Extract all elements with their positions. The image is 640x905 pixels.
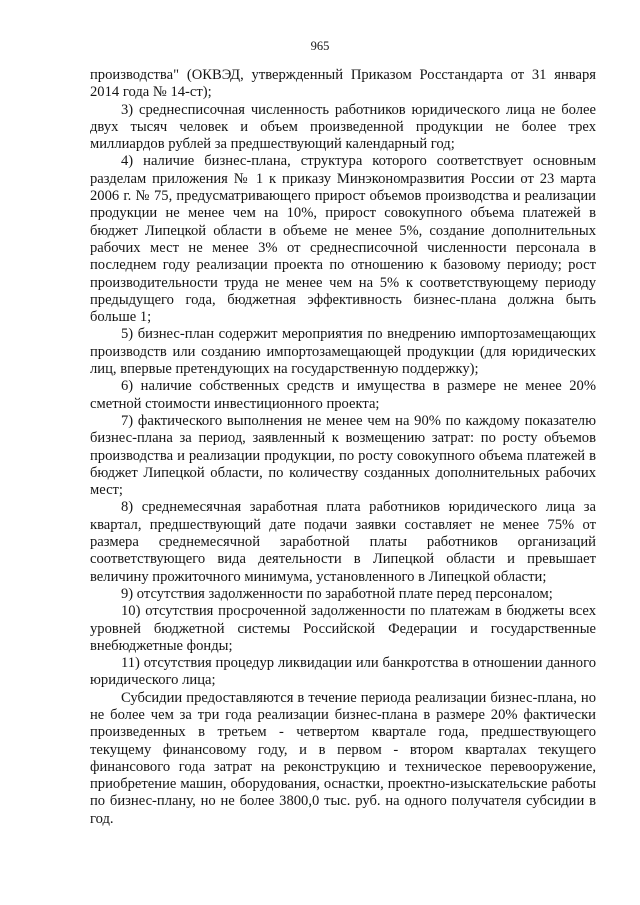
paragraph-item-5: 5) бизнес-план содержит мероприятия по внедрению импортозамещающих производств или созданию импортозамещающей продукции (для юридических лиц, впервые претендующих на государственную поддержку); xyxy=(90,326,596,378)
paragraph-item-11: 11) отсутствия процедур ликвидации или банкротства в отношении данного юридического лица; xyxy=(90,655,596,689)
paragraph-item-6: 6) наличие собственных средств и имущества в размере не менее 20% сметной стоимости инвестиционного проекта; xyxy=(90,378,596,412)
paragraph-item-4: 4) наличие бизнес-плана, структура которого соответствует основным разделам приложения № 1 к приказу Минэкономразвития России от 23 марта 2006 г. № 75, предусматривающего прирост объемов производства и реализации продукции не менее чем на 10%, прирост совокупного объема платежей в бюджет Липецкой области в объеме не менее 5%, создание дополнительных рабочих мест не менее 3% от среднесписочной численности персонала в последнем году реализации проекта по отношению к базовому периоду; рост производительности труда не менее чем на 5% к соответствующему периоду предыдущего года, бюджетная эффективность бизнес-плана должна быть больше 1; xyxy=(90,153,596,326)
paragraph-item-10: 10) отсутствия просроченной задолженности по платежам в бюджеты всех уровней бюджетной системы Российской Федерации и государственные внебюджетные фонды; xyxy=(90,603,596,654)
paragraph-subsidy-terms: Субсидии предоставляются в течение периода реализации бизнес-плана, но не более чем за три года реализации бизнес-плана в размере 20% фактически произведенных в третьем - четвертом квартале года, предшествующего текущему финансовому году, и в первом - втором кварталах текущего финансового года затрат на реконструкцию и техническое перевооружение, приобретение машин, оборудования, оснастки, проектно-изыскательские работы по бизнес-плану, но не более 3800,0 тыс. руб. на одного получателя субсидии в год. xyxy=(90,689,596,827)
paragraph-item-3: 3) среднесписочная численность работников юридического лица не более двух тысяч человек и объем произведенной продукции не более трех миллиардов рублей за предшествующий календарный год; xyxy=(90,101,596,153)
paragraph-item-8: 8) среднемесячная заработная плата работников юридического лица за квартал, предшествующий дате подачи заявки составляет не менее 75% от размера среднемесячной заработной платы работников организаций соответствующего вида деятельности в Липецкой области и превышает величину прожиточного минимума, установленного в Липецкой области; xyxy=(90,499,596,585)
paragraph-item-7: 7) фактического выполнения не менее чем на 90% по каждому показателю бизнес-плана за период, заявленный к возмещению затрат: по росту объемов производства и реализации продукции, по росту совокупного объема платежей в бюджет Липецкой области, по количеству созданных дополнительных рабочих мест; xyxy=(90,412,596,499)
document-body xyxy=(90,67,596,828)
paragraph-item-9: 9) отсутствия задолженности по заработной плате перед персоналом; xyxy=(121,585,553,602)
paragraph-continuation: производства" (ОКВЭД, утвержденный Приказом Росстандарта от 31 января 2014 года № 14-ст); xyxy=(90,67,596,101)
page-number: 965 xyxy=(310,39,330,53)
